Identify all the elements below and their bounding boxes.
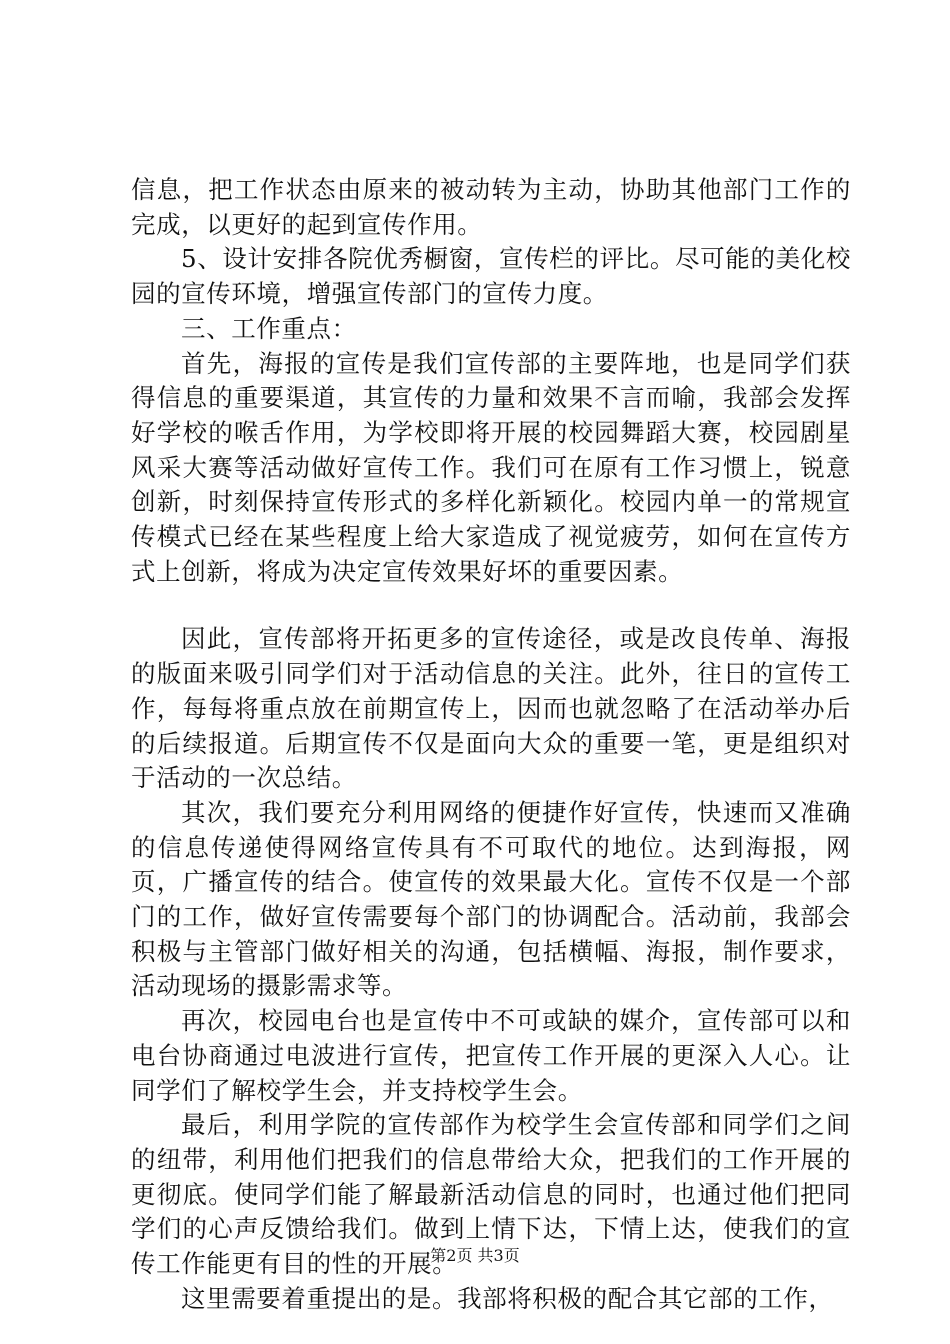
body-text (131, 173, 851, 1317)
paragraph-first: 首先，海报的宣传是我们宣传部的主要阵地，也是同学们获得信息的重要渠道，其宣传的力量和效果不言而喻，我部会发挥好学校的喉舌作用，为学校即将开展的校园舞蹈大赛，校园剧星风采大赛等活动做好宣传工作。我们可在原有工作习惯上，锐意创新，时刻保持宣传形式的多样化新颖化。校园内单一的常规宣传模式已经在某些程度上给大家造成了视觉疲劳，如何在宣传方式上创新，将成为决定宣传效果好坏的重要因素。 (131, 348, 851, 586)
paragraph-spacer (131, 589, 851, 622)
page-footer: 第2页 共3页 (430, 1246, 520, 1265)
paragraph-therefore: 因此，宣传部将开拓更多的宣传途径，或是改良传单、海报的版面来吸引同学们对于活动信息的关注。此外，往日的宣传工作，每每将重点放在前期宣传上，因而也就忽略了在活动举办后的后续报道。后期宣传不仅是面向大众的重要一笔，更是组织对于活动的一次总结。 (131, 624, 851, 793)
paragraph-finally: 最后，利用学院的宣传部作为校学生会宣传部和同学们之间的纽带，利用他们把我们的信息带给大众，把我们的工作开展的更彻底。使同学们能了解最新活动信息的同时，也通过他们把同学们的心声反馈给我们。做到上情下达，下情上达，使我们的宣传工作能更有目的性的开展。 (131, 1110, 851, 1279)
paragraph-second: 其次，我们要充分利用网络的便捷作好宣传，快速而又准确的信息传递使得网络宣传具有不可取代的地位。达到海报，网页，广播宣传的结合。使宣传的效果最大化。宣传不仅是一个部门的工作，做好宣传需要每个部门的协调配合。活动前，我部会积极与主管部门做好相关的沟通，包括横幅、海报，制作要求，活动现场的摄影需求等。 (131, 797, 851, 1001)
paragraph-emphasis: 这里需要着重提出的是。我部将积极的配合其它部的工作， (181, 1283, 834, 1313)
paragraph-continuation: 信息，把工作状态由原来的被动转为主动，协助其他部门工作的完成，以更好的起到宣传作用。 (131, 175, 851, 239)
section-heading-work-focus: 三、工作重点： (181, 313, 357, 343)
paragraph-item-5: 5、设计安排各院优秀橱窗，宣传栏的评比。尽可能的美化校园的宣传环境，增强宣传部门的宣传力度。 (131, 244, 851, 309)
paragraph-third: 再次，校园电台也是宣传中不可或缺的媒介，宣传部可以和电台协商通过电波进行宣传，把宣传工作开展的更深入人心。让同学们了解校学生会，并支持校学生会。 (131, 1006, 851, 1105)
